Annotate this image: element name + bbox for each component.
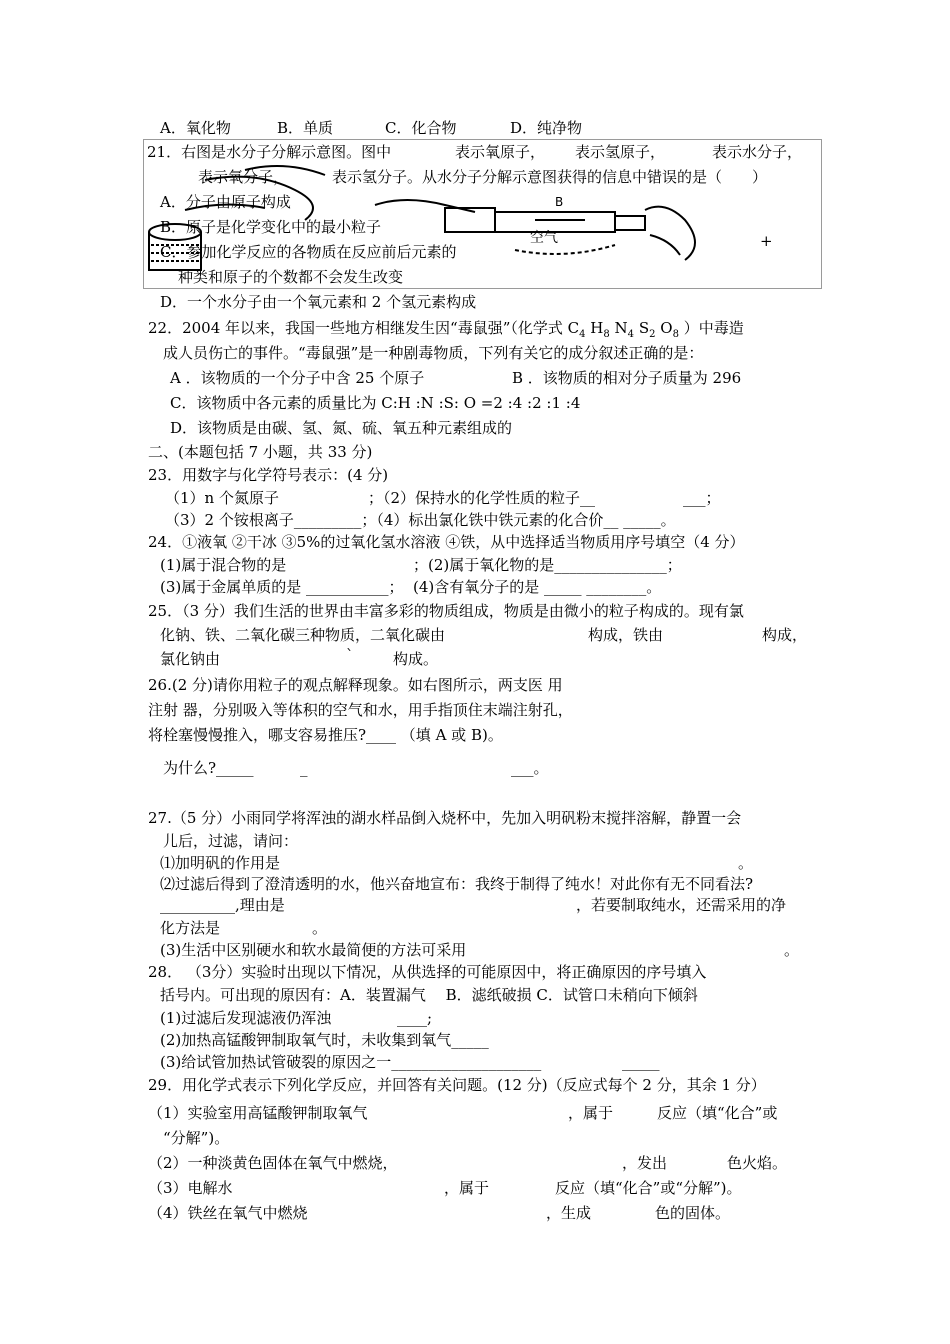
q25-line3c: 构成。 — [393, 650, 439, 668]
q22-option-d: D．该物质是由碳、氢、氮、硫、氧五种元素组成的 — [170, 419, 513, 437]
q25-line3b: ` — [346, 646, 354, 664]
q21-diagram-label-air: 空气 — [530, 230, 558, 246]
section-two-heading: 二、(本题包括 7 小题，共 33 分) — [148, 443, 373, 461]
q22-option-b: B ．该物质的相对分子质量为 296 — [512, 369, 742, 387]
q28-line1: 28． （3分）实验时出现以下情况，从供选择的可能原因中，将正确原因的序号填入 — [148, 963, 707, 981]
q21-stem-part4: 表示水分子， — [712, 143, 803, 161]
q23-part3: （3）2 个铵根离子_________；（4）标出氯化铁中铁元素的化合价__ _____。 — [165, 511, 676, 529]
q22-stem-line1 — [148, 318, 744, 345]
q21-stem-part6: 表示氢分子。从水分子分解示意图获得的信息中错误的是（ ） — [332, 168, 768, 186]
q22-stem-line2: 成人员伤亡的事件。“毒鼠强”是一种剧毒物质，下列有关它的成分叙述正确的是： — [163, 344, 704, 362]
q21-stem-part5: 表示氧分子， — [198, 168, 289, 186]
q27-line5b: ，若要制取纯水，还需采用的净 — [576, 896, 787, 914]
q24-part2: ；(2)属于氧化物的是_______________； — [413, 556, 682, 574]
q21-option-b: B．原子是化学变化中的最小粒子 — [160, 218, 382, 236]
q24-stem: 24．①液氧 ②干冰 ③5%的过氧化氢水溶液 ④铁，从中选择适当物质用序号填空（4 分） — [148, 533, 745, 551]
q21-option-c-line2: 种类和原子的个数都不会发生改变 — [178, 268, 404, 286]
q21-diagram-label-b: B — [555, 195, 564, 209]
q21-stem-part3: 表示氢原子， — [575, 143, 666, 161]
q26-line4c: ___。 — [511, 759, 549, 777]
q29-part2b: ，发出 — [622, 1154, 668, 1172]
q25-line2c: 构成， — [762, 626, 808, 644]
q22-option-c: C．该物质中各元素的质量比为 C:H :N :S: O =2 :4 :2 :1 :4 — [170, 394, 581, 412]
q29-part3a: （3）电解水 — [148, 1179, 233, 1197]
q27-line7-end: 。 — [784, 941, 800, 959]
q26-line3: 将栓塞慢慢推入，哪支容易推压?____ （填 A 或 B)。 — [148, 726, 503, 744]
q29-part2a: （2）一种淡黄色固体在氧气中燃烧， — [148, 1154, 398, 1172]
q22-stem-a: 22．2004 年以来，我国一些地方相继发生因“毒鼠强”（化学式 — [148, 319, 563, 337]
q29-part3c: 反应（填“化合”或“分解”)。 — [555, 1179, 742, 1197]
q21-stem-part1: 21．右图是水分子分解示意图。图中 — [147, 143, 392, 161]
q29-part2c: 色火焰。 — [727, 1154, 788, 1172]
q29-part4a: （4）铁丝在氧气中燃烧 — [148, 1204, 308, 1222]
q21-plus-sign: + — [760, 232, 773, 250]
q29-part1a: （1）实验室用高锰酸钾制取氧气 — [148, 1104, 368, 1122]
q28-line5: (3)给试管加热试管破裂的原因之一____________________ — [160, 1053, 542, 1071]
q21-option-c-line1: C．参加化学反应的各物质在反应前后元素的 — [160, 243, 457, 261]
q21-stem-part2: 表示氧原子， — [455, 143, 546, 161]
q21-option-a: A．分子由原子构成 — [160, 193, 291, 211]
q27-line6-end: 。 — [312, 919, 328, 937]
q29-part1b: ，属于 — [568, 1104, 614, 1122]
q29-part3b: ，属于 — [444, 1179, 490, 1197]
q20-option-d: D．纯净物 — [510, 119, 583, 137]
q28-line3: (1)过滤后发现滤液仍浑浊 — [160, 1009, 332, 1027]
q24-part1: (1)属于混合物的是 — [160, 556, 287, 574]
q22-formula: $C_4$ $H_8$ $N_4$ $S_2$ $O_8$ — [567, 319, 679, 340]
q25-line2b: 构成，铁由 — [588, 626, 664, 644]
q29-part1c: 反应（填“化合”或 — [657, 1104, 778, 1122]
q27-line7: (3)生活中区别硬水和软水最简便的方法可采用 — [160, 941, 467, 959]
q28-line5-end: _____ — [622, 1053, 660, 1071]
q20-option-b: B．单质 — [277, 119, 334, 137]
q23-part1: （1）n 个氮原子 — [165, 489, 279, 507]
q27-line2: 儿后，过滤，请问： — [163, 832, 299, 850]
q25-line1: 25．（3 分）我们生活的世界由丰富多彩的物质组成，物质是由微小的粒子构成的。现有氯 — [148, 602, 744, 620]
q26-line2: 注射 器，分别吸入等体积的空气和水，用手指顶住末端注射孔， — [148, 701, 573, 719]
q22-stem-b: ）中毒造 — [683, 319, 744, 337]
q29-stem: 29．用化学式表示下列化学反应，并回答有关问题。(12 分)（反应式每个 2 分，其余 1 分） — [148, 1076, 766, 1094]
q27-line6: 化方法是 — [160, 919, 221, 937]
q25-line2a: 化钠、铁、二氧化碳三种物质，二氧化碳由 — [160, 626, 446, 644]
q27-line4: ⑵过滤后得到了澄清透明的水，他兴奋地宣布：我终于制得了纯水！对此你有无不同看法? — [160, 875, 754, 893]
q20-option-a: A．氧化物 — [160, 119, 231, 137]
q29-part1d: “分解”)。 — [163, 1129, 230, 1147]
q27-line1: 27.（5 分）小雨同学将浑浊的湖水样品倒入烧杯中，先加入明矾粉末搅拌溶解，静置一会 — [148, 809, 742, 827]
q29-part4c: 色的固体。 — [655, 1204, 731, 1222]
q27-line5a: __________,理由是 — [160, 896, 285, 914]
q26-line4a: 为什么?_____ — [163, 759, 254, 777]
q23-stem: 23．用数字与化学符号表示：(4 分) — [148, 466, 389, 484]
q23-part2-end: ___； — [683, 489, 721, 507]
q29-part4b: ，生成 — [546, 1204, 592, 1222]
q28-line3-end: ____; — [397, 1009, 433, 1027]
q25-line3a: 氯化钠由 — [160, 650, 221, 668]
q27-line3: ⑴加明矾的作用是 — [160, 854, 281, 872]
q21-option-d: D．一个水分子由一个氧元素和 2 个氢元素构成 — [160, 293, 477, 311]
q26-line1: 26.(2 分)请你用粒子的观点解释现象。如右图所示，两支医 用 — [148, 676, 563, 694]
q22-option-a: A ．该物质的一个分子中含 25 个原子 — [170, 369, 425, 387]
q20-option-c: C．化合物 — [385, 119, 457, 137]
q23-part2: ；（2）保持水的化学性质的粒子__ — [368, 489, 596, 507]
q28-line2: 括号内。可出现的原因有：A．装置漏气 B．滤纸破损 C．试管口未稍向下倾斜 — [160, 986, 698, 1004]
q27-line3-end: 。 — [738, 854, 754, 872]
q26-line4b: _ — [300, 759, 308, 777]
q28-line4: (2)加热高锰酸钾制取氧气时，未收集到氧气_____ — [160, 1031, 489, 1049]
q24-part4: (4)含有氧分子的是 _____ ________。 — [413, 578, 662, 596]
q24-part3: (3)属于金属单质的是 ___________； — [160, 578, 404, 596]
